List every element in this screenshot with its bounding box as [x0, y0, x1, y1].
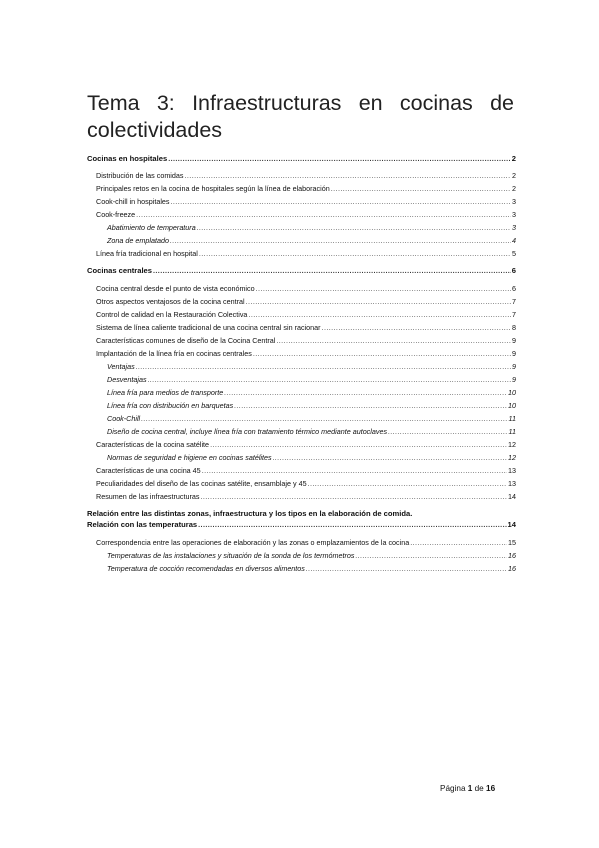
toc-entry[interactable] — [87, 336, 516, 345]
page-footer — [440, 784, 520, 793]
toc-leader-dots — [224, 388, 507, 397]
toc-leader-dots — [171, 197, 511, 206]
toc-entry[interactable] — [87, 564, 516, 573]
toc-entry[interactable] — [87, 310, 516, 319]
toc-entry-text: Resumen de las infraestructuras — [96, 492, 200, 501]
toc-entry-text: Principales retos en la cocina de hospitales según la línea de elaboración — [96, 184, 330, 193]
toc-entry-text: Cocinas centrales — [87, 266, 152, 275]
toc-entry[interactable] — [87, 538, 516, 547]
toc-entry-page: 5 — [512, 249, 516, 258]
toc-entry[interactable] — [87, 154, 516, 164]
toc-entry[interactable] — [87, 349, 516, 358]
toc-entry[interactable] — [87, 551, 516, 560]
toc-entry-text: Zona de emplatado — [107, 236, 169, 245]
toc-entry-text: Cocinas en hospitales — [87, 154, 168, 163]
toc-entry-page: 4 — [512, 236, 516, 245]
toc-entry-text: Cocina central desde el punto de vista económico — [96, 284, 255, 293]
toc-entry-page: 10 — [508, 401, 516, 410]
toc-entry-page: 9 — [512, 375, 516, 384]
toc-entry[interactable] — [87, 284, 516, 293]
toc-leader-dots — [273, 453, 507, 462]
toc-leader-dots — [322, 323, 511, 332]
toc-entry-page: 13 — [508, 466, 516, 475]
toc-entry[interactable] — [87, 249, 516, 258]
toc-entry[interactable] — [87, 388, 516, 397]
toc-leader-dots — [170, 236, 511, 245]
toc-leader-dots — [276, 336, 511, 345]
toc-entry-text: Sistema de línea caliente tradicional de una cocina central sin racionar — [96, 323, 321, 332]
toc-entry-text: Desventajas — [107, 375, 147, 384]
toc-entry[interactable] — [87, 479, 516, 488]
toc-entry-text: Características comunes de diseño de la Cocina Central — [96, 336, 276, 345]
toc-entry[interactable] — [87, 440, 516, 449]
toc-leader-dots — [136, 210, 511, 219]
toc-entry[interactable] — [87, 401, 516, 410]
toc-entry-page: 16 — [508, 551, 516, 560]
toc-entry-page: 2 — [512, 184, 516, 193]
footer-page-label: Página — [440, 784, 466, 793]
toc-leader-dots — [306, 564, 507, 573]
toc-entry-text: Normas de seguridad e higiene en cocinas satélites — [107, 453, 272, 462]
toc-entry[interactable] — [87, 297, 516, 306]
toc-entry-page: 14 — [508, 492, 516, 501]
toc-entry-text: Diseño de cocina central, incluye línea fría con tratamiento térmico mediante autoclaves — [107, 427, 388, 436]
toc-entry[interactable] — [87, 197, 516, 206]
toc-entry-page: 11 — [508, 427, 516, 436]
toc-entry[interactable] — [87, 210, 516, 219]
toc-entry-page: 12 — [508, 440, 516, 449]
toc-entry-text: Cook-Chill — [107, 414, 141, 423]
toc-entry[interactable] — [87, 236, 516, 245]
toc-entry-text: Relación con las temperaturas — [87, 520, 198, 529]
toc-entry[interactable] — [87, 427, 516, 436]
toc-entry[interactable] — [87, 414, 516, 423]
toc-entry[interactable] — [87, 184, 516, 193]
toc-entry-page: 14 — [507, 520, 516, 529]
toc-entry-page: 9 — [512, 362, 516, 371]
toc-entry-page: 8 — [512, 323, 516, 332]
toc-entry-page: 6 — [512, 284, 516, 293]
toc-leader-dots — [246, 297, 511, 306]
toc-leader-dots — [410, 538, 507, 547]
toc-entry-page: 6 — [511, 266, 516, 275]
footer-sep: de — [474, 784, 484, 793]
toc-leader-dots — [198, 520, 506, 530]
toc-leader-dots — [234, 401, 507, 410]
toc-entry-text: Control de calidad en la Restauración Colectiva — [96, 310, 248, 319]
toc-entry[interactable] — [87, 223, 516, 232]
toc-entry-page: 7 — [512, 310, 516, 319]
toc-entry-page: 13 — [508, 479, 516, 488]
toc-leader-dots — [185, 171, 512, 180]
toc-leader-dots — [197, 223, 511, 232]
toc-entry-text: Ventajas — [107, 362, 135, 371]
toc-entry-text: Correspondencia entre las operaciones de elaboración y las zonas o emplazamientos de la cocina — [96, 538, 410, 547]
toc-entry[interactable] — [87, 323, 516, 332]
toc-entry-page: 9 — [512, 336, 516, 345]
toc-leader-dots — [355, 551, 507, 560]
toc-entry-text: Características de una cocina 45 — [96, 466, 201, 475]
toc-entry-text: Línea fría para medios de transporte — [107, 388, 224, 397]
toc-entry-page: 10 — [508, 388, 516, 397]
footer-total-pages: 16 — [486, 784, 496, 793]
toc-leader-dots — [199, 249, 511, 258]
toc-entry[interactable] — [87, 171, 516, 180]
toc-leader-dots — [153, 266, 511, 276]
toc-leader-dots — [141, 414, 507, 423]
footer-current-page: 1 — [467, 784, 473, 793]
toc-entry-page: 2 — [512, 171, 516, 180]
toc-entry-text: Abatimiento de temperatura — [107, 223, 196, 232]
toc-entry-text: Implantación de la línea fría en cocinas centrales — [96, 349, 252, 358]
toc-entry[interactable] — [87, 492, 516, 501]
toc-entry[interactable] — [87, 375, 516, 384]
toc-entry[interactable] — [87, 266, 516, 276]
toc-entry-page: 3 — [512, 210, 516, 219]
toc-leader-dots — [200, 492, 507, 501]
toc-entry-text: Línea fría con distribución en barquetas — [107, 401, 234, 410]
toc-entry-text: Otros aspectos ventajosos de la cocina central — [96, 297, 245, 306]
toc-entry[interactable] — [87, 466, 516, 475]
toc-leader-dots — [388, 427, 507, 436]
toc-leader-dots — [168, 154, 511, 164]
toc-entry-text: Cook-chill in hospitales — [96, 197, 170, 206]
toc-leader-dots — [308, 479, 507, 488]
toc-entry-page: 3 — [512, 223, 516, 232]
toc-entry-page: 9 — [512, 349, 516, 358]
toc-entry-text: Peculiaridades del diseño de las cocinas satélite, ensamblaje y 45 — [96, 479, 307, 488]
toc-entry-page: 2 — [511, 154, 516, 163]
toc-leader-dots — [248, 310, 511, 319]
table-of-contents — [87, 150, 516, 573]
toc-entry-page: 15 — [508, 538, 516, 547]
toc-entry[interactable] — [87, 520, 516, 530]
toc-leader-dots — [202, 466, 507, 475]
toc-entry-page: 12 — [508, 453, 516, 462]
toc-entry[interactable] — [87, 509, 516, 519]
toc-leader-dots — [256, 284, 511, 293]
toc-entry-page: 11 — [508, 414, 516, 423]
toc-entry-text: Cook-freeze — [96, 210, 136, 219]
toc-entry[interactable] — [87, 362, 516, 371]
toc-entry[interactable] — [87, 453, 516, 462]
toc-entry-text: Relación entre las distintas zonas, infraestructura y los tipos en la elaboración de comida. — [87, 509, 413, 518]
toc-entry-text: Línea fría tradicional en hospital — [96, 249, 198, 258]
toc-leader-dots — [210, 440, 507, 449]
toc-entry-text: Temperatura de cocción recomendadas en diversos alimentos — [107, 564, 305, 573]
toc-leader-dots — [331, 184, 511, 193]
toc-entry-text: Temperaturas de las instalaciones y situación de la sonda de los termómetros — [107, 551, 355, 560]
toc-entry-page: 7 — [512, 297, 516, 306]
toc-entry-page: 3 — [512, 197, 516, 206]
toc-entry-page: 16 — [508, 564, 516, 573]
toc-leader-dots — [253, 349, 511, 358]
page-title: Tema 3: Infraestructuras en cocinas de colectividades — [87, 91, 514, 142]
toc-leader-dots — [148, 375, 511, 384]
toc-entry-text: Distribución de las comidas — [96, 171, 184, 180]
toc-leader-dots — [136, 362, 511, 371]
toc-entry-text: Características de la cocina satélite — [96, 440, 210, 449]
